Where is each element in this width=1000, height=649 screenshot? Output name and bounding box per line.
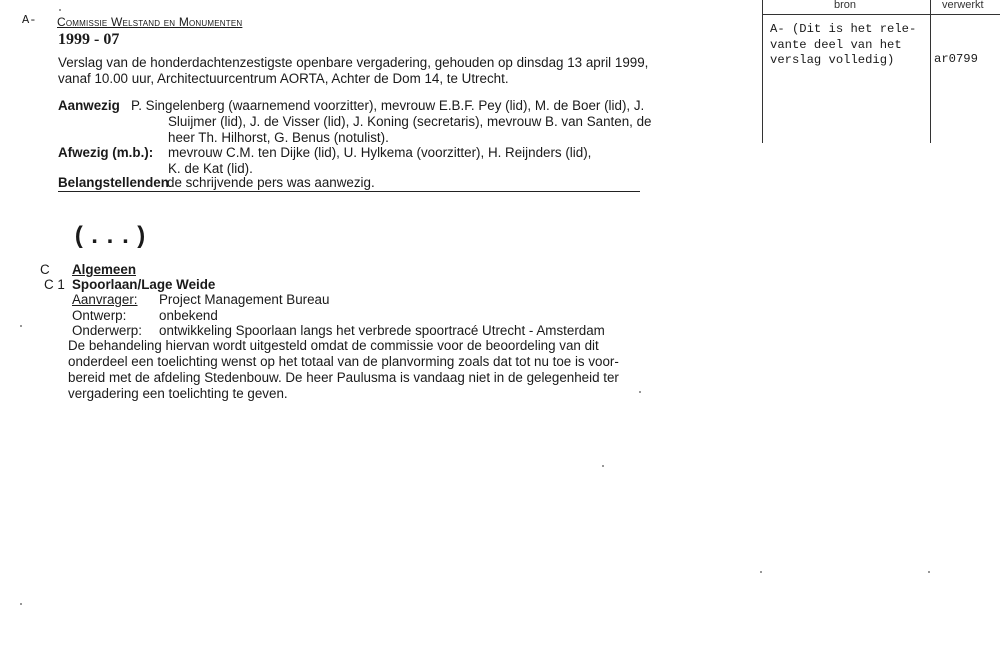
section-code: C (40, 262, 50, 277)
scan-speck (59, 9, 61, 11)
interested-text: de schrijvende pers was aanwezig. (167, 175, 375, 190)
source-note (770, 22, 916, 69)
intro-line: Verslag van de honderdachtenzestigste openbare vergadering, gehouden op dinsdag 13 april 1999, (58, 55, 649, 70)
table-header-rule (762, 14, 1000, 15)
item-title: Spoorlaan/Lage Weide (72, 277, 216, 292)
field-value-ontwerp: onbekend (159, 308, 218, 323)
present-line: Sluijmer (lid), J. de Visser (lid), J. Koning (secretaris), mevrouw B. van Santen, de (168, 114, 652, 129)
source-note-line: verslag volledig) (770, 53, 895, 67)
present-line: heer Th. Hilhorst, G. Benus (notulist). (168, 130, 389, 145)
omission-marker: (...) (72, 224, 150, 251)
scan-speck (639, 391, 641, 393)
field-label-aanvrager: Aanvrager: (72, 292, 138, 307)
paragraph-line: onderdeel een toelichting wenst op het totaal van de planvorming zoals dat tot nu toe is voor- (68, 354, 619, 369)
field-value-aanvrager: Project Management Bureau (159, 292, 330, 307)
present-label: Aanwezig (58, 98, 120, 113)
table-left-border (762, 0, 763, 143)
field-label-onderwerp: Onderwerp: (72, 323, 142, 338)
scan-speck (20, 603, 22, 605)
table-column-divider (930, 0, 931, 143)
source-table (762, 0, 1000, 143)
header-divider (58, 191, 640, 192)
present-line: P. Singelenberg (waarnemend voorzitter), mevrouw E.B.F. Pey (lid), M. de Boer (lid), J. (131, 98, 645, 113)
margin-mark: A- (22, 13, 37, 27)
section-title: Algemeen (72, 262, 136, 277)
interested-label: Belangstellenden (58, 175, 169, 190)
paragraph-line: vergadering een toelichting te geven. (68, 386, 288, 401)
absent-line: K. de Kat (lid). (168, 161, 253, 176)
scan-speck (760, 571, 762, 573)
item-code: C 1 (44, 277, 65, 292)
paragraph-line: De behandeling hiervan wordt uitgesteld omdat de commissie voor de beoordeling van dit (68, 338, 599, 353)
source-note-line: A- (Dit is het rele- (770, 22, 917, 36)
intro-paragraph (58, 55, 648, 87)
organization-name: Commissie Welstand en Monumenten (57, 15, 243, 29)
processed-value: ar0799 (934, 52, 978, 66)
source-note-line: vante deel van het (770, 37, 902, 52)
scan-speck (928, 571, 930, 573)
column-header-processed: verwerkt (942, 0, 984, 11)
paragraph-line: bereid met de afdeling Stedenbouw. De heer Paulusma is vandaag niet in de gelegenheid ter (68, 370, 619, 385)
column-header-source: bron (834, 0, 857, 11)
document-number: 1999 - 07 (58, 31, 120, 48)
scan-speck (20, 325, 22, 327)
scan-speck (602, 465, 604, 467)
item-paragraph (68, 338, 619, 402)
absent-line: mevrouw C.M. ten Dijke (lid), U. Hylkema (voorzitter), H. Reijnders (lid), (168, 145, 592, 160)
field-value-onderwerp: ontwikkeling Spoorlaan langs het verbrede spoortracé Utrecht - Amsterdam (159, 323, 605, 338)
intro-line: vanaf 10.00 uur, Architectuurcentrum AORTA, Achter de Dom 14, te Utrecht. (58, 71, 509, 86)
field-label-ontwerp: Ontwerp: (72, 308, 127, 323)
absent-label: Afwezig (m.b.): (58, 145, 154, 160)
